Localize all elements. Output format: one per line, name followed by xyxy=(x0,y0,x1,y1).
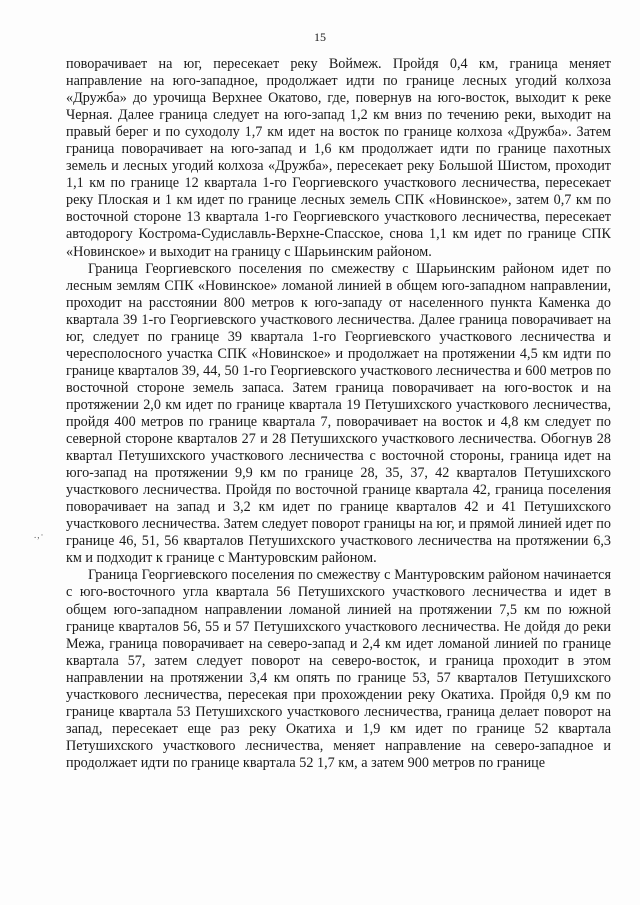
paragraph-1: поворачивает на юг, пересекает реку Воймеж. Пройдя 0,4 км, граница меняет направление на юго-западное, продолжает идти по границе лесных угодий колхоза «Дружба» до урочища Верхнее Окатово, где, повернув на юго-восток, выходит к реке Черная. Далее граница следует на юго-запад 1,2 км вниз по течению реки, выходит на правый берег и по суходолу 1,7 км идет на восток по границе колхоза «Дружба». Затем граница поворачивает на юго-запад и 1,6 км продолжает идти по границе пахотных земель и лесных угодий колхоза «Дружба», пересекает реку Большой Шистом, проходит 1,1 км по границе 12 квартала 1-го Георгиевского участкового лесничества, пересекает реку Плоская и 1 км идет по границе лесных земель СПК «Новинское», затем 0,7 км по восточной стороне 13 квартала 1-го Георгиевского участкового лесничества, пересекает автодорогу Кострома-Судиславль-Верхне-Спасское, снова 1,1 км идет по границе СПК «Новинское» и выходит на границу с Шарьинским районом. xyxy=(66,56,611,260)
paragraph-2: Граница Георгиевского поселения по смежеству с Шарьинским районом идет по лесным землям СПК «Новинское» ломаной линией в общем юго-западном направлении, проходит на расстоянии 800 метров к юго-западу от населенного пункта Каменка до квартала 39 1-го Георгиевского участкового лесничества. Далее граница поворачивает на юг, следует по границе 39 квартала 1-го Георгиевского участкового лесничества и чересполосного участка СПК «Новинское» и продолжает на протяжении 4,5 км идти по границе кварталов 39, 44, 50 1-го Георгиевского участкового лесничества и 600 метров по восточной стороне земель запаса. Затем граница поворачивает на юго-восток и на протяжении 2,0 км идет по границе квартала 19 Петушихского участкового лесничества, пройдя 400 метров по границе квартала 7, поворачивает на восток и 4,8 км следует по северной стороне кварталов 27 и 28 Петушихского участкового лесничества. Обогнув 28 квартал Петушихского участкового лесничества с восточной стороны, граница идет на юго-запад на протяжении 9,9 км по границе 28, 35, 37, 42 кварталов Петушихского участкового лесничества. Пройдя по восточной границе квартала 42, граница поселения поворачивает на запад и 3,2 км идет по границе кварталов 42 и 41 Петушихского участкового лесничества. Затем следует поворот границы на юг, и прямой линией идет по границе 46, 51, 56 кварталов Петушихского участкового лесничества на протяжении 6,3 км и подходит к границе с Мантуровским районом. xyxy=(66,260,611,567)
page-number: 15 xyxy=(314,30,326,44)
document-body xyxy=(66,56,611,772)
margin-mark: .,· xyxy=(34,530,45,540)
paragraph-3: Граница Георгиевского поселения по смежеству с Мантуровским районом начинается с юго-восточного угла квартала 56 Петушихского участкового лесничества и идет в общем юго-западном направлении ломаной линией на протяжении 7,5 км по южной границе кварталов 56, 55 и 57 Петушихского участкового лесничества. Не дойдя до реки Межа, граница поворачивает на северо-запад и 2,4 км идет ломаной линией по границе квартала 57, затем следует поворот на северо-восток, и граница проходит в этом направлении на протяжении 3,4 км опять по границе 53, 57 кварталов Петушихского участкового лесничества, пересекая при прохождении реку Окатиха. Пройдя 0,9 км по границе квартала 53 Петушихского участкового лесничества, граница делает поворот на запад, пересекает еще раз реку Окатиха и 1,9 км идет по границе 52 квартала Петушихского участкового лесничества, меняет направление на северо-западное и продолжает идти по границе квартала 52 1,7 км, а затем 900 метров по границе xyxy=(66,567,611,771)
